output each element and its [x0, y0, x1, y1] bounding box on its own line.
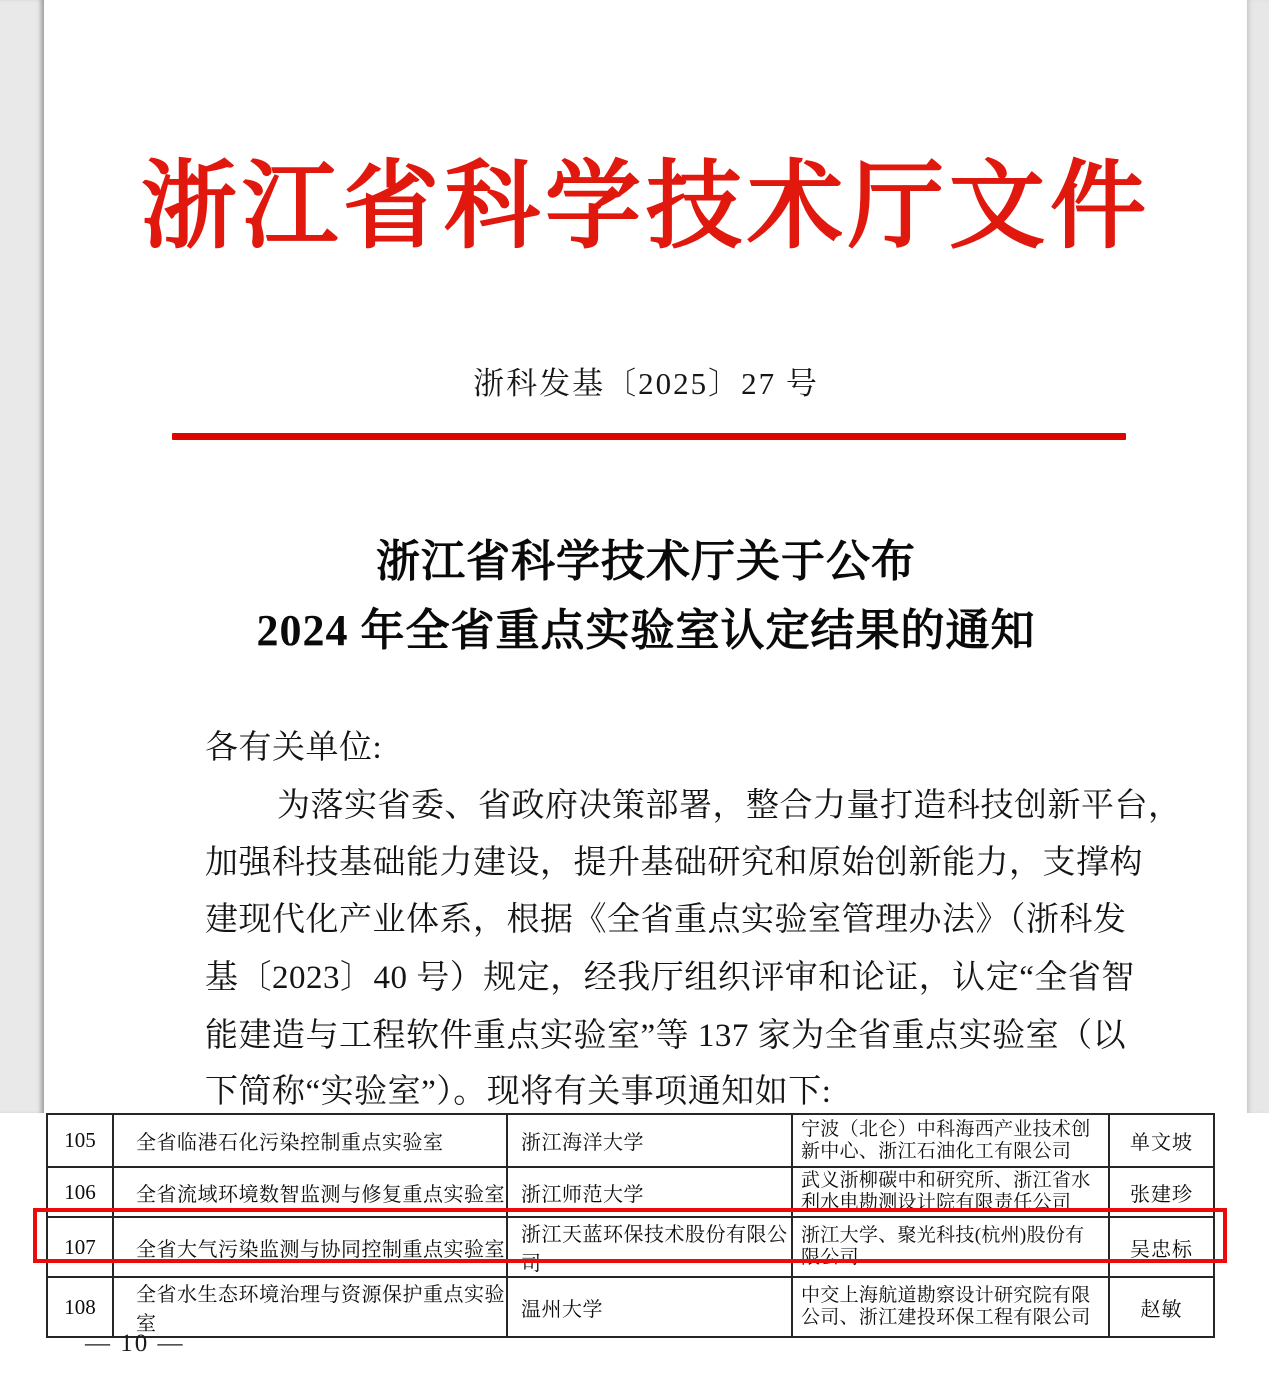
body-text-line: 加强科技基础能力建设，提升基础研究和原始创新能力，支撑构: [205, 845, 1143, 881]
partner-orgs-cell: 浙江大学、聚光科技(杭州)股份有限公司: [792, 1217, 1109, 1277]
body-text-line: 能建造与工程软件重点实验室”等 137 家为全省重点实验室（以: [205, 1018, 1127, 1054]
body-text-line: 基〔2023〕40 号）规定，经我厅组织评审和论证，认定“全省智: [205, 960, 1135, 996]
row-number-cell: 105: [47, 1114, 113, 1167]
lab-name-cell: 全省水生态环境治理与资源保护重点实验室: [113, 1277, 507, 1337]
body-text-line: 建现代化产业体系，根据《全省重点实验室管理办法》（浙科发: [205, 902, 1127, 938]
lab-name-cell: 全省临港石化污染控制重点实验室: [113, 1114, 507, 1167]
director-cell: 赵敏: [1109, 1277, 1214, 1337]
row-number-cell: 107: [47, 1217, 113, 1277]
host-org-cell: 浙江师范大学: [507, 1167, 792, 1217]
lab-name-cell: 全省流域环境数智监测与修复重点实验室: [113, 1167, 507, 1217]
table-row: [47, 1114, 1214, 1167]
row-number-cell: 108: [47, 1277, 113, 1337]
salutation: 各有关单位:: [205, 730, 383, 766]
page-number: — 10 —: [85, 1330, 185, 1357]
partner-orgs-cell: 宁波（北仑）中科海西产业技术创新中心、浙江石油化工有限公司: [792, 1114, 1109, 1167]
table-row: [47, 1277, 1214, 1337]
viewer-right-margin: [1247, 0, 1269, 1113]
viewer-left-margin: [0, 0, 44, 1113]
host-org-cell: 浙江天蓝环保技术股份有限公司: [507, 1217, 792, 1277]
red-highlight-box: [33, 1208, 1227, 1263]
document-number: 浙科发基〔2025〕27 号: [473, 366, 819, 401]
host-org-cell: 温州大学: [507, 1277, 792, 1337]
body-text-line: 下简称“实验室”）。现将有关事项通知如下:: [205, 1074, 832, 1110]
red-divider-rule: [172, 433, 1126, 440]
director-cell: 张建珍: [1109, 1167, 1214, 1217]
body-text-line: 为落实省委、省政府决策部署，整合力量打造科技创新平台，: [277, 788, 1182, 824]
notice-title-line2: 2024 年全省重点实验室认定结果的通知: [256, 606, 1036, 655]
notice-title-line1: 浙江省科学技术厅关于公布: [376, 537, 916, 586]
director-cell: 单文坡: [1109, 1114, 1214, 1167]
partner-orgs-cell: 中交上海航道勘察设计研究院有限公司、浙江建投环保工程有限公司: [792, 1277, 1109, 1337]
row-number-cell: 106: [47, 1167, 113, 1217]
document-title: 浙江省科学技术厅文件: [141, 153, 1151, 260]
host-org-cell: 浙江海洋大学: [507, 1114, 792, 1167]
partner-orgs-cell: 武义浙柳碳中和研究所、浙江省水利水电勘测设计院有限责任公司: [792, 1167, 1109, 1217]
director-cell: 吴忠标: [1109, 1217, 1214, 1277]
lab-name-cell: 全省大气污染监测与协同控制重点实验室: [113, 1217, 507, 1277]
